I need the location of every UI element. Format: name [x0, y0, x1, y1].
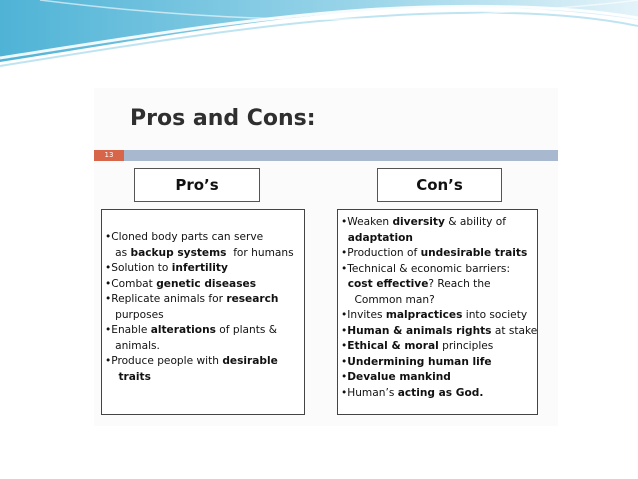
cons-header: Con’s — [377, 168, 502, 202]
cons-item-line — [341, 386, 537, 402]
cons-item-text: malpractices — [385, 309, 463, 321]
pros-item-line — [105, 354, 304, 370]
pros-item-text — [105, 371, 118, 383]
cons-item-line — [341, 324, 537, 340]
pros-item-text: for humans — [226, 246, 294, 259]
cons-item-line — [341, 355, 537, 371]
pros-header: Pro’s — [134, 168, 260, 202]
cons-item-text: cost effective — [347, 278, 429, 290]
cons-item-text: •Human’s — [341, 386, 398, 399]
pros-item-line — [105, 246, 304, 262]
cons-item-text: •Weaken — [341, 216, 393, 228]
slide — [94, 88, 558, 426]
pros-item-text: infertility — [171, 262, 228, 274]
pros-item-text: •Produce people with — [105, 355, 223, 367]
pros-item-text: research — [226, 293, 279, 305]
cons-item-text: ? Reach the — [428, 278, 491, 290]
cons-item-line — [341, 293, 537, 309]
cons-item-text: adaptation — [347, 231, 413, 244]
cons-item-text: Devalue mankind — [347, 371, 451, 383]
cons-item-text: into society — [462, 309, 528, 321]
pros-item-line — [105, 308, 304, 324]
slide-title: Pros and Cons: — [130, 106, 316, 131]
pros-item-text: purposes — [105, 308, 164, 321]
slide-number: 13 — [94, 150, 124, 161]
cons-item-text: & ability of — [444, 216, 506, 228]
cons-item-line — [341, 370, 537, 386]
pros-item-text: traits — [118, 370, 151, 383]
pros-item-text: alterations — [150, 324, 216, 336]
pros-item-text: of plants & — [215, 324, 278, 336]
pros-item-line — [105, 277, 304, 293]
title-underline-bar — [124, 150, 558, 161]
cons-item-line — [341, 262, 537, 278]
pros-item-text: •Replicate animals for — [105, 293, 227, 305]
pros-item-line — [105, 323, 304, 339]
cons-item-line — [341, 277, 537, 293]
pros-item-text: backup systems — [130, 246, 227, 259]
cons-item-text: • — [341, 355, 348, 368]
pros-item-text: •Cloned body parts can serve — [105, 231, 264, 243]
pros-list — [101, 209, 305, 415]
pros-item-text: •Enable — [105, 324, 151, 336]
pros-item-line — [105, 230, 304, 246]
cons-item-text: • — [341, 371, 348, 383]
cons-item-line — [341, 231, 537, 247]
cons-item-text: Undermining human life — [347, 355, 492, 368]
cons-list — [337, 209, 538, 415]
cons-item-text: acting as God. — [397, 386, 484, 399]
pros-item-line — [105, 339, 304, 355]
cons-item-text — [341, 278, 348, 290]
pros-item-text: desirable — [222, 355, 278, 367]
pros-item-text: genetic diseases — [156, 277, 256, 290]
pros-item-line — [105, 292, 304, 308]
cons-item-text: •Technical & economic barriers: — [341, 262, 511, 275]
pros-item-text: •Solution to — [105, 262, 172, 274]
pros-item-text: •Combat — [105, 277, 157, 290]
cons-item-text: Ethical & moral — [347, 340, 439, 352]
pros-item-line — [105, 261, 304, 277]
cons-item-text: • — [341, 340, 348, 352]
cons-item-text: principles — [438, 340, 494, 352]
cons-item-line — [341, 246, 537, 262]
cons-item-text: •Production of — [341, 247, 421, 259]
pros-item-line — [105, 370, 304, 386]
cons-item-text — [341, 232, 348, 244]
cons-item-line — [341, 308, 537, 324]
pros-item-text: animals. — [105, 339, 160, 352]
cons-item-text: diversity — [392, 216, 445, 228]
cons-item-line — [341, 215, 537, 231]
cons-item-text: undesirable traits — [420, 247, 528, 259]
cons-item-text: Common man? — [341, 293, 435, 306]
cons-item-line — [341, 339, 537, 355]
pros-item-text: as — [105, 246, 131, 259]
cons-item-text: • — [341, 324, 348, 337]
cons-item-text: Human & animals rights — [347, 324, 492, 337]
cons-item-text: •Invites — [341, 309, 386, 321]
cons-item-text: at stake — [491, 324, 538, 337]
decorative-wave — [0, 0, 638, 80]
